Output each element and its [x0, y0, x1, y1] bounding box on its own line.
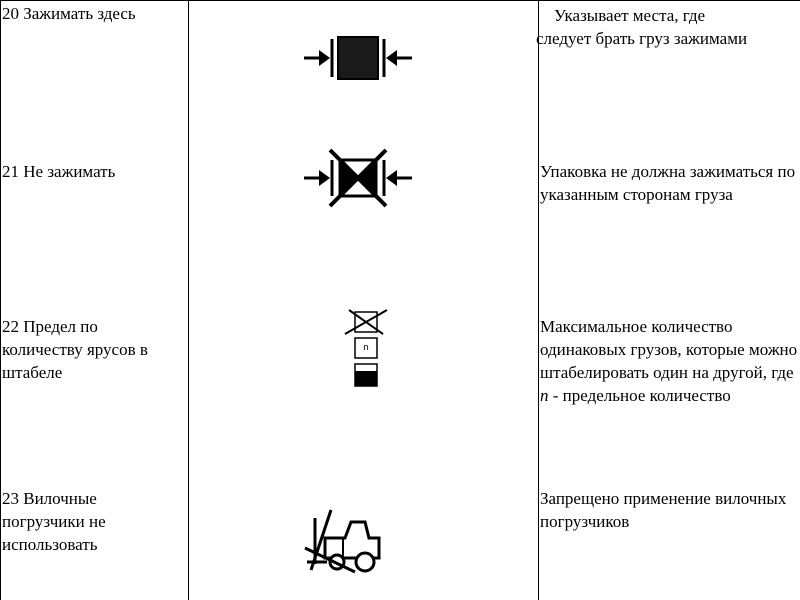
- column-divider-1: [188, 0, 189, 600]
- stack-limit-label: n: [363, 343, 369, 353]
- row-23-name: 23 Вилочные погрузчики не использовать: [2, 489, 106, 554]
- row-22-description-before: Максимальное количество одинаковых грузов, которые можно штабелировать один на другой, где: [540, 317, 798, 382]
- do-not-clamp-icon: [300, 148, 415, 208]
- column-divider-2: [538, 0, 539, 600]
- table-border-top: [0, 0, 800, 1]
- clamp-here-icon: [300, 33, 415, 83]
- row-21-description: Упаковка не должна зажиматься по указанным сторонам груза: [540, 162, 796, 204]
- row-22-name: 22 Предел по количеству ярусов в штабеле: [2, 317, 148, 382]
- row-20-name: 20 Зажимать здесь: [2, 4, 136, 23]
- row-22-description-after: - предельное количество: [548, 386, 731, 405]
- table-border-left: [0, 0, 1, 600]
- row-22-description-var: n: [540, 386, 549, 405]
- row-20-description-line-1: Указывает места, где: [554, 6, 706, 25]
- row-21-name: 21 Не зажимать: [2, 162, 116, 181]
- stack-limit-icon: [343, 308, 391, 390]
- row-20-description: [536, 4, 798, 50]
- row-23-description: Запрещено применение вилочных погрузчиков: [540, 489, 787, 531]
- row-22-description: [540, 315, 798, 407]
- row-20-description-line-2: следует брать груз зажимами: [536, 29, 748, 48]
- no-forklift-icon: [303, 508, 387, 574]
